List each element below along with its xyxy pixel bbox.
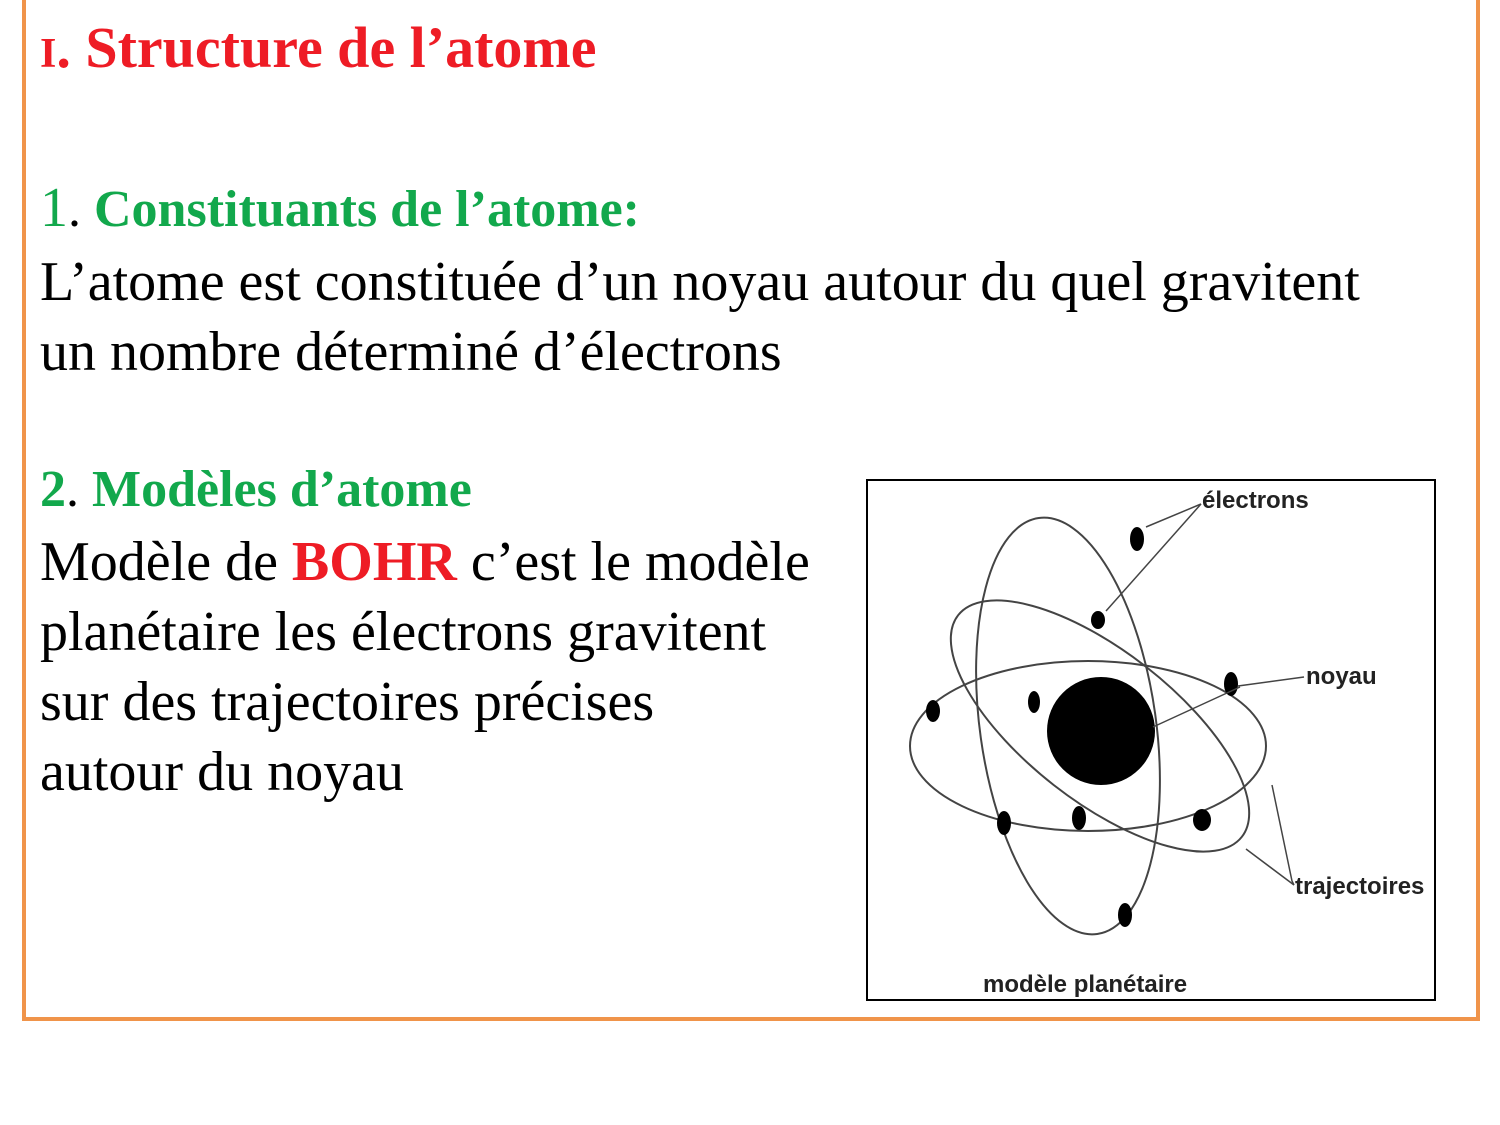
title-text: . Structure de l’atome — [56, 15, 597, 80]
electron — [997, 811, 1011, 835]
slide-title — [40, 14, 596, 81]
atom-diagram — [868, 481, 1434, 999]
electrons-pointer — [1146, 504, 1201, 527]
label-noyau: noyau — [1306, 663, 1377, 690]
title-number: I — [40, 31, 57, 77]
electron — [1193, 809, 1211, 831]
bohr-line-before: Modèle de — [40, 531, 292, 593]
section-1-text-line-2: un nombre déterminé d’électrons — [40, 321, 782, 383]
section-2-text-line-4: autour du noyau — [40, 741, 404, 803]
electron — [926, 700, 940, 722]
label-electrons: électrons — [1202, 487, 1309, 514]
section-1-title: Constituants de l’atome: — [81, 181, 640, 238]
section-1-dot: . — [68, 181, 81, 238]
section-1-heading — [40, 176, 640, 240]
figure-caption: modèle planétaire — [983, 971, 1188, 998]
section-2-text-line-1 — [40, 530, 810, 594]
electron — [1072, 806, 1086, 830]
electrons-pointer — [1106, 504, 1201, 611]
trajectoires-pointer — [1272, 785, 1294, 885]
electron — [1130, 527, 1144, 551]
section-2-number: 2 — [40, 461, 66, 518]
section-1-number: 1 — [40, 177, 68, 239]
section-1-text-line-1: L’atome est constituée d’un noyau autour du quel gravitent — [40, 251, 1360, 313]
section-2-dot: . — [66, 461, 79, 518]
noyau-pointer — [1238, 677, 1304, 686]
bohr-line-after: c’est le modèle — [456, 531, 810, 593]
noyau-pointer — [1153, 687, 1240, 727]
section-2-text-line-3: sur des trajectoires précises — [40, 671, 655, 733]
electron — [1224, 672, 1238, 696]
electron — [1091, 611, 1105, 629]
electron — [1028, 691, 1040, 713]
bohr-highlight: BOHR — [291, 531, 457, 593]
nucleus — [1047, 677, 1155, 785]
section-2-text-line-2: planétaire les électrons gravitent — [40, 601, 767, 663]
section-2-heading — [40, 460, 472, 519]
bohr-atom-figure — [866, 479, 1436, 1001]
label-trajectoires: trajectoires — [1295, 873, 1425, 900]
electron — [1118, 903, 1132, 927]
section-2-title: Modèles d’atome — [79, 461, 472, 518]
